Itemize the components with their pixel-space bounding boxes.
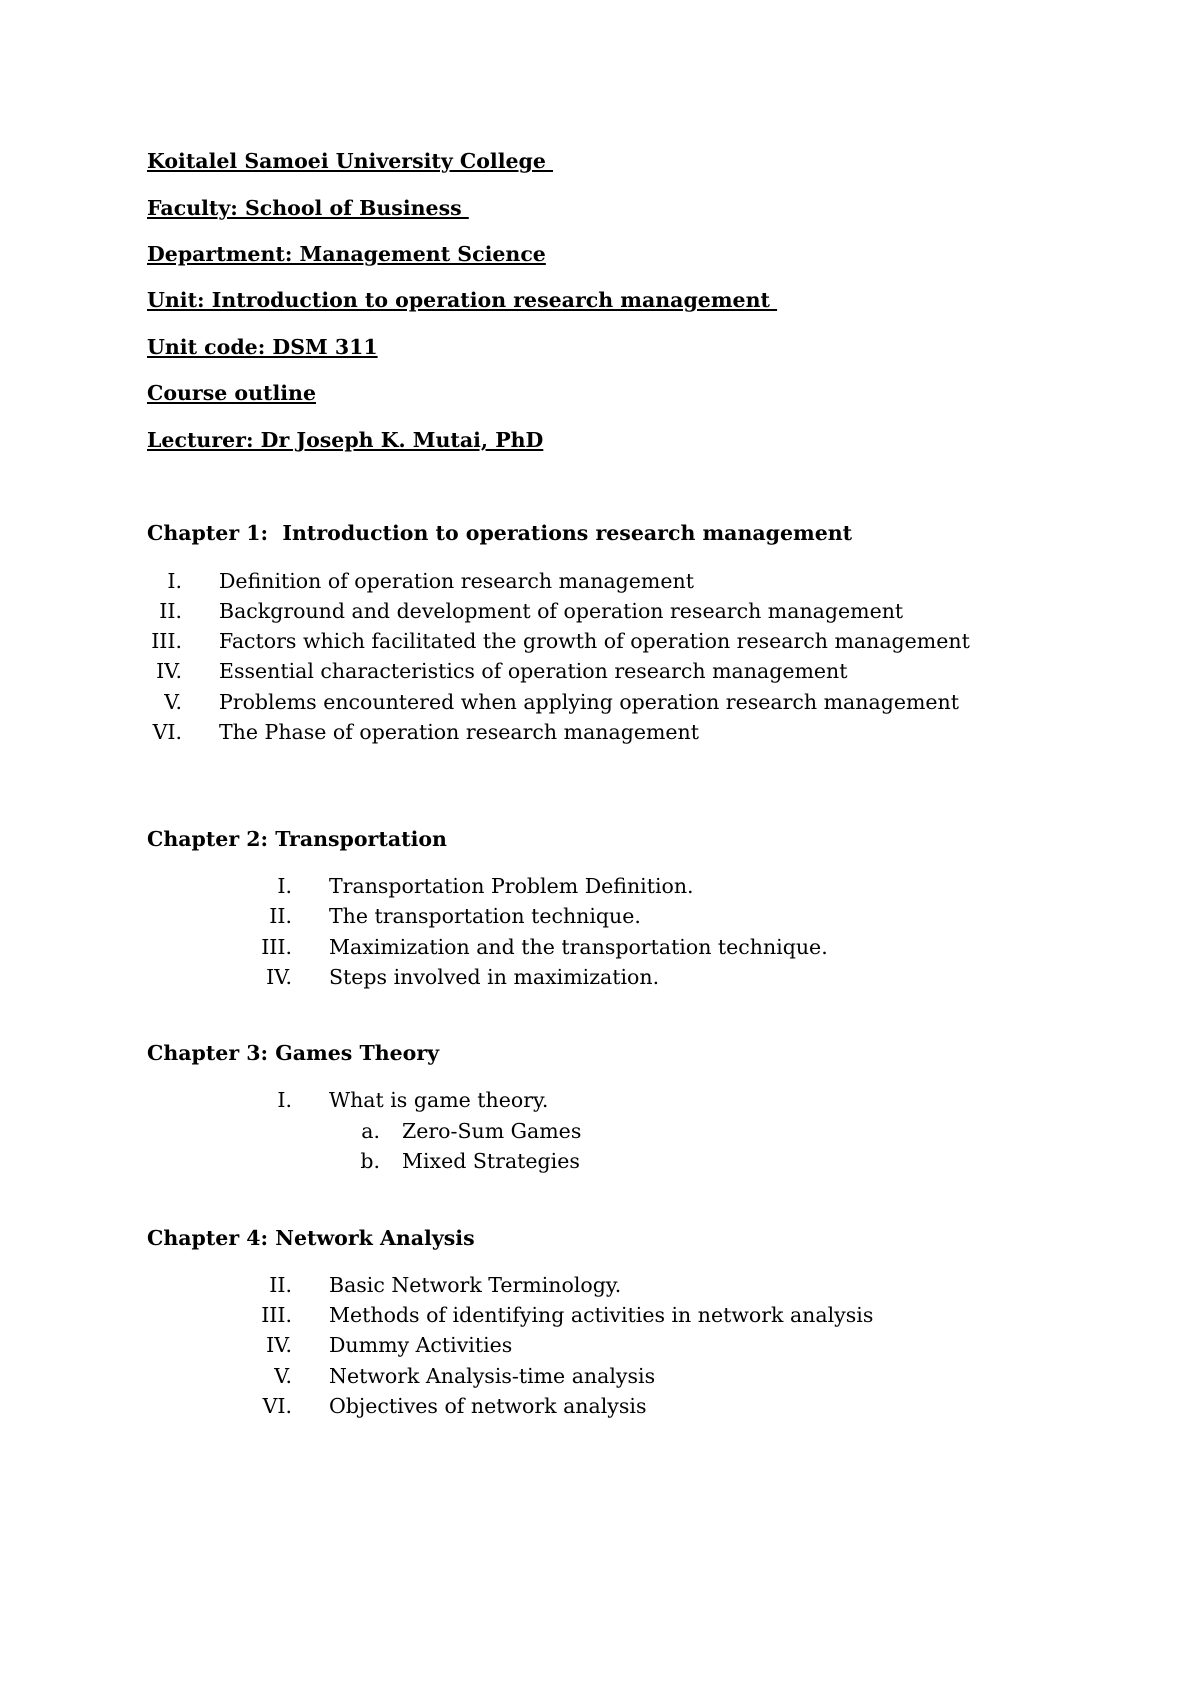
list-item-number: VI. — [262, 1394, 292, 1418]
list-item-text: Definition of operation research management — [219, 569, 694, 593]
list-item-text: The Phase of operation research management — [219, 720, 699, 744]
chapter-3-title: Chapter 3: Games Theory — [147, 1041, 440, 1065]
list-item-number: IV. — [266, 1333, 292, 1357]
list-item-letter: b. — [360, 1149, 380, 1173]
unit-code-line: Unit code: DSM 311 — [147, 335, 378, 359]
list-item-number: VI. — [152, 720, 182, 744]
lecturer-line: Lecturer: Dr Joseph K. Mutai, PhD — [147, 428, 544, 452]
list-item-number: III. — [261, 935, 292, 959]
list-item-number: IV. — [156, 659, 182, 683]
list-item-number: I. — [277, 874, 292, 898]
list-item-number: I. — [167, 569, 182, 593]
list-item-text: Objectives of network analysis — [329, 1394, 647, 1418]
list-item-text: Maximization and the transportation technique. — [329, 935, 828, 959]
list-item-text: Basic Network Terminology. — [329, 1273, 622, 1297]
list-item-text: Transportation Problem Definition. — [329, 874, 694, 898]
list-item-number: II. — [159, 599, 182, 623]
list-item-text: What is game theory. — [329, 1088, 549, 1112]
list-item-number: V. — [164, 690, 182, 714]
chapter-1-title: Chapter 1: Introduction to operations research management — [147, 521, 853, 545]
list-item-text: The transportation technique. — [329, 904, 641, 928]
list-item-text: Essential characteristics of operation research management — [219, 659, 848, 683]
list-item-text: Network Analysis-time analysis — [329, 1364, 656, 1388]
list-item-letter: a. — [361, 1119, 380, 1143]
list-item-number: III. — [151, 629, 182, 653]
list-item-number: I. — [277, 1088, 292, 1112]
list-item-number: II. — [269, 904, 292, 928]
list-item-text: Methods of identifying activities in network analysis — [329, 1303, 874, 1327]
faculty-line: Faculty: School of Business — [147, 196, 469, 220]
list-item-text: Zero-Sum Games — [402, 1119, 582, 1143]
list-item-text: Background and development of operation research management — [219, 599, 904, 623]
unit-line: Unit: Introduction to operation research management — [147, 288, 778, 312]
list-item-text: Mixed Strategies — [402, 1149, 580, 1173]
list-item-number: II. — [269, 1273, 292, 1297]
list-item-number: V. — [274, 1364, 292, 1388]
list-item-number: IV. — [266, 965, 292, 989]
list-item-text: Factors which facilitated the growth of operation research management — [219, 629, 970, 653]
department-line: Department: Management Science — [147, 242, 546, 266]
course-outline-line: Course outline — [147, 381, 316, 405]
list-item-text: Steps involved in maximization. — [329, 965, 660, 989]
list-item-text: Dummy Activities — [329, 1333, 513, 1357]
college-name: Koitalel Samoei University College — [147, 149, 554, 173]
chapter-2-title: Chapter 2: Transportation — [147, 827, 447, 851]
list-item-text: Problems encountered when applying operation research management — [219, 690, 959, 714]
list-item-number: III. — [261, 1303, 292, 1327]
chapter-4-title: Chapter 4: Network Analysis — [147, 1226, 475, 1250]
